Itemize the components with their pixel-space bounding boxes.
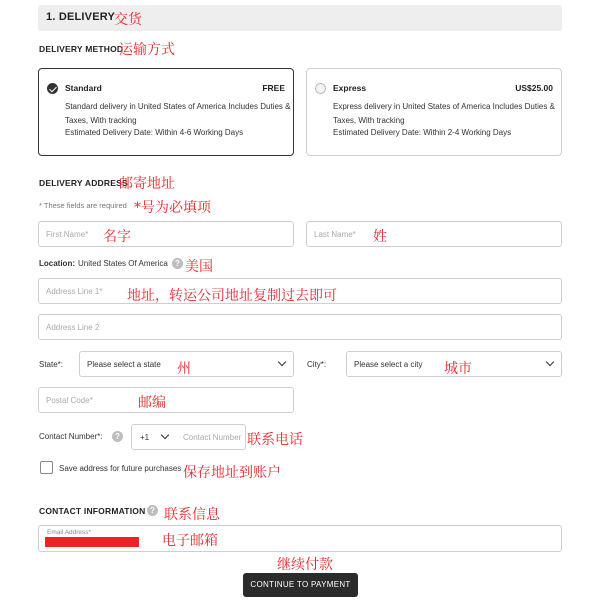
address-line-1-placeholder: Address Line 1* — [46, 287, 103, 296]
continue-to-payment-button[interactable]: CONTINUE TO PAYMENT — [243, 573, 358, 597]
delivery-address-annotation: 邮寄地址 — [119, 176, 175, 192]
city-select-value: Please select a city — [354, 360, 423, 369]
save-address-label: Save address for future purchases — [59, 464, 182, 473]
delivery-method-label: DELIVERY METHOD — [39, 44, 124, 54]
radio-checked-icon[interactable] — [47, 83, 58, 94]
method-name: Standard — [65, 83, 102, 93]
method-name: Express — [333, 83, 367, 93]
contact-number-placeholder: Contact Number — [183, 433, 242, 442]
state-select-value: Please select a state — [87, 360, 161, 369]
standard-method-card[interactable] — [38, 68, 294, 156]
chevron-down-icon — [278, 358, 286, 366]
address-line-2-placeholder: Address Line 2 — [46, 323, 100, 332]
first-name-field[interactable] — [38, 221, 294, 247]
section-annotation: 交货 — [114, 12, 142, 28]
postal-code-field[interactable] — [38, 387, 294, 413]
first-name-annotation: 名字 — [103, 229, 131, 245]
address-annotation: 地址，转运公司地址复制过去即可 — [127, 288, 337, 304]
method-estimate: Estimated Delivery Date: Within 4-6 Working Days — [65, 128, 244, 137]
continue-annotation: 继续付款 — [277, 557, 333, 573]
email-label: Email Address* — [47, 529, 92, 536]
method-description: Standard delivery in United States of America Includes Duties & Taxes, With tracking — [65, 102, 291, 125]
email-annotation: 电子邮箱 — [162, 533, 218, 549]
help-icon[interactable]: ? — [147, 505, 158, 516]
country-code-value: +1 — [140, 433, 150, 442]
save-address-annotation: 保存地址到账户 — [183, 465, 281, 481]
postal-code-placeholder: Postal Code* — [46, 396, 93, 405]
state-annotation: 州 — [177, 361, 191, 377]
radio-unchecked-icon[interactable] — [315, 83, 326, 94]
contact-annotation: 联系电话 — [247, 432, 303, 448]
method-price: US$25.00 — [515, 83, 553, 93]
contact-number-label: Contact Number*: — [39, 432, 103, 441]
redacted-email — [45, 537, 139, 547]
location-value: United States Of America — [78, 259, 168, 268]
method-price: FREE — [262, 83, 285, 93]
method-description: Express delivery in United States of America Includes Duties & Taxes, With tracking — [333, 102, 555, 125]
country-code-select[interactable] — [131, 424, 177, 450]
save-address-checkbox[interactable] — [40, 461, 53, 474]
last-name-annotation: 姓 — [373, 229, 387, 245]
help-icon[interactable]: ? — [172, 258, 183, 269]
last-name-placeholder: Last Name* — [314, 230, 356, 239]
delivery-method-annotation: 运输方式 — [119, 42, 175, 58]
city-label: City*: — [307, 360, 327, 369]
location-annotation: 美国 — [185, 259, 213, 275]
email-field[interactable] — [38, 525, 562, 552]
state-label: State*: — [39, 360, 64, 369]
chevron-down-icon — [161, 431, 169, 439]
required-annotation: *号为必填项 — [134, 200, 211, 216]
city-annotation: 城市 — [444, 361, 472, 377]
contact-number-field[interactable] — [176, 424, 246, 450]
section-title: 1. DELIVERY — [46, 11, 116, 23]
delivery-address-label: DELIVERY ADDRESS — [39, 178, 128, 188]
last-name-field[interactable] — [306, 221, 562, 247]
required-note: * These fields are required — [39, 201, 127, 210]
first-name-placeholder: First Name* — [46, 230, 89, 239]
postal-annotation: 邮编 — [138, 395, 166, 411]
method-estimate: Estimated Delivery Date: Within 2-4 Working Days — [333, 128, 512, 137]
address-line-2-field[interactable] — [38, 314, 562, 340]
contact-information-label: CONTACT INFORMATION — [39, 506, 146, 516]
contact-info-annotation: 联系信息 — [164, 507, 220, 523]
chevron-down-icon — [546, 358, 554, 366]
help-icon[interactable]: ? — [112, 431, 123, 442]
express-method-card[interactable] — [306, 68, 562, 156]
location-label: Location: — [39, 259, 75, 268]
